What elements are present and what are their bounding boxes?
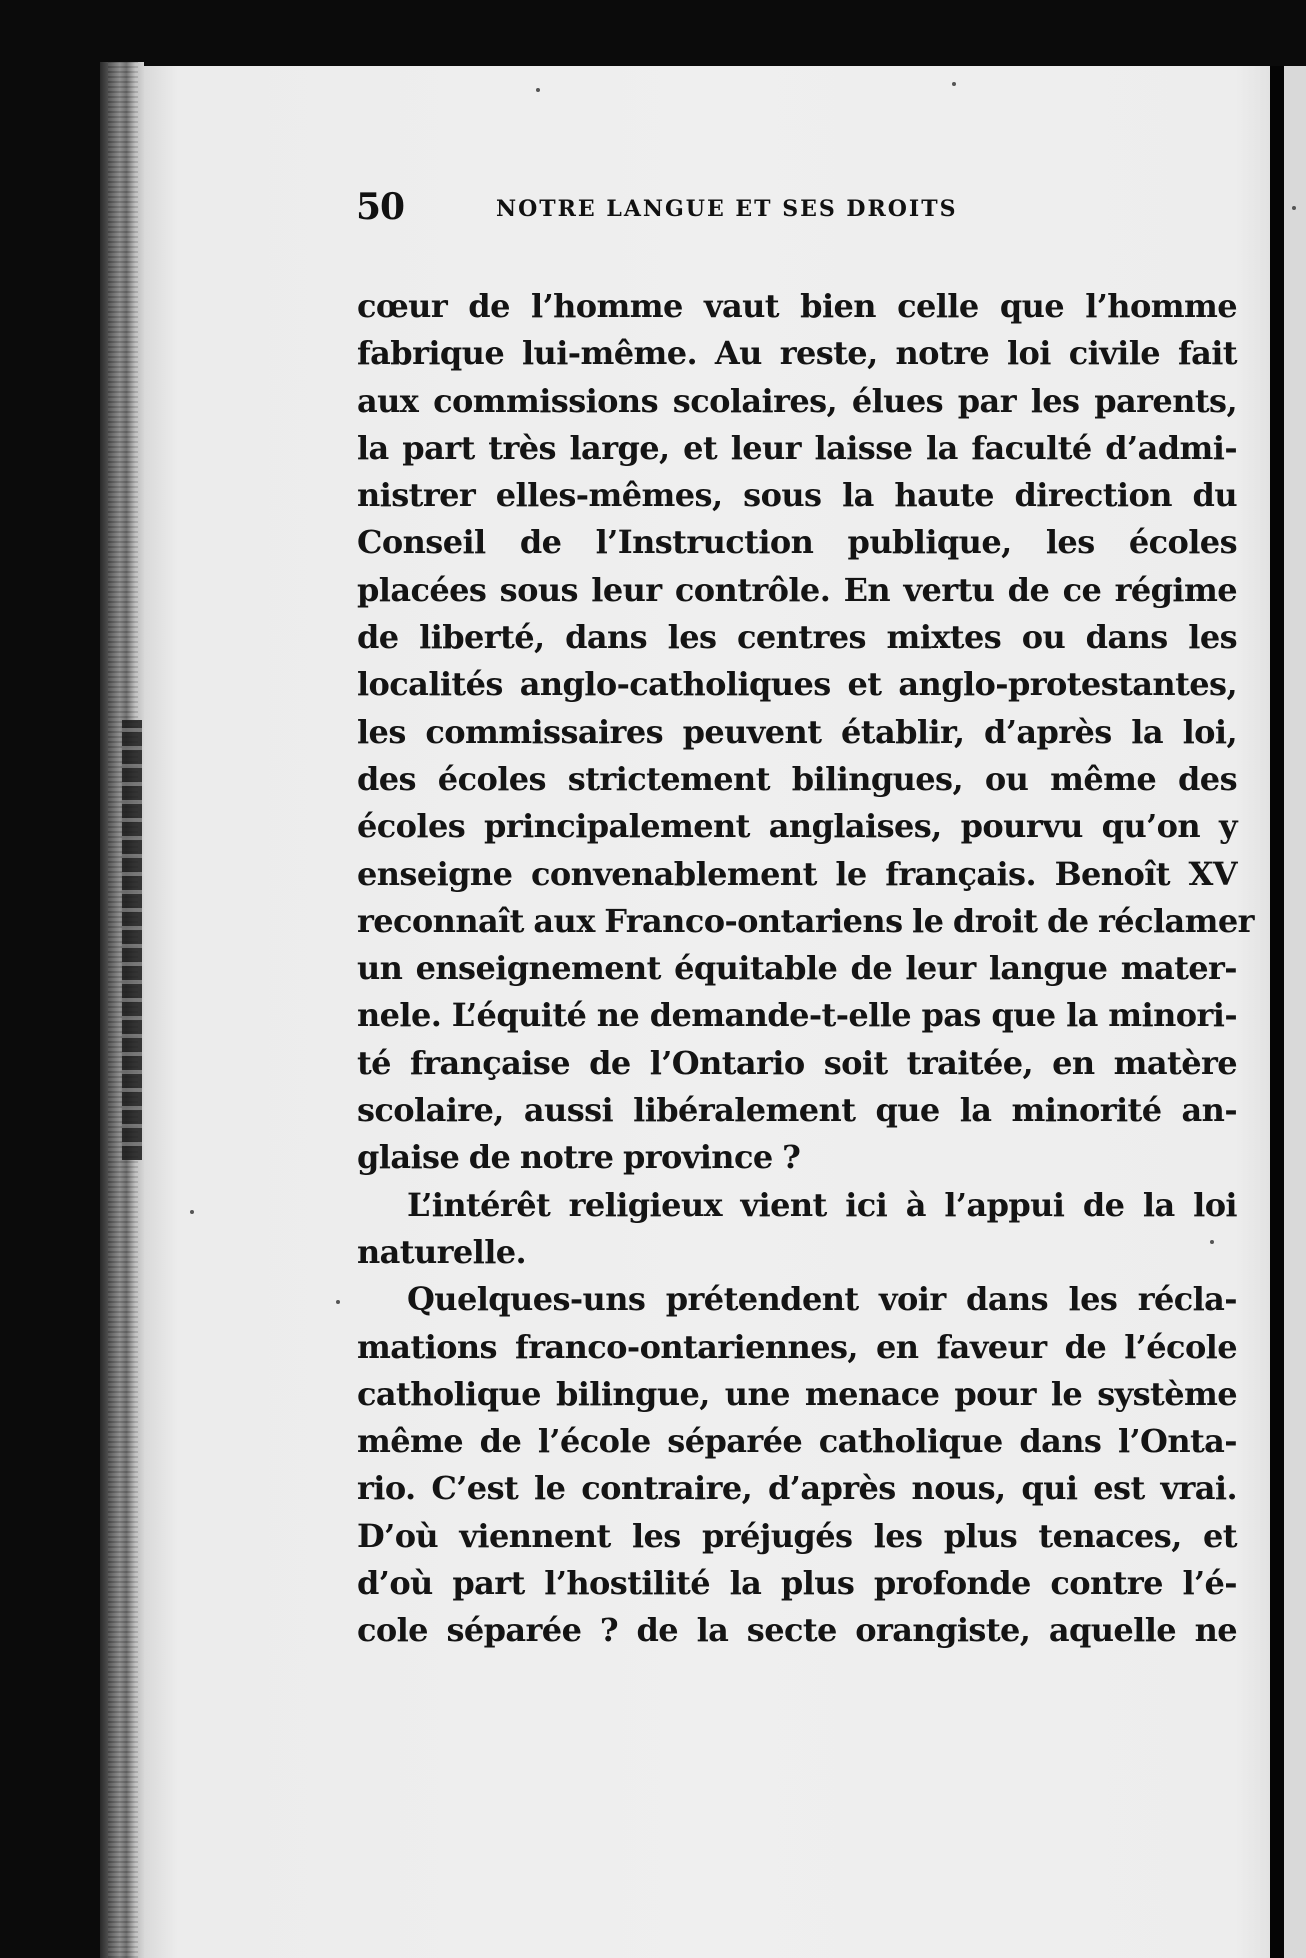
text-line: mations franco-ontariennes, en faveur de l’école [357, 1327, 1237, 1366]
scan-speck [536, 88, 540, 92]
text-line: L’intérêt religieux vient ici à l’appui de la loi [407, 1185, 1237, 1224]
scan-speck [190, 1210, 194, 1214]
text-line: localités anglo-catholiques et anglo-protestantes, [357, 665, 1237, 704]
text-line: D’où viennent les préjugés les plus tenaces, et [357, 1516, 1237, 1555]
text-line: rio. C’est le contraire, d’après nous, qui est vrai. [357, 1469, 1237, 1508]
text-line: naturelle. [357, 1232, 527, 1271]
text-line: les commissaires peuvent établir, d’après la loi, [357, 712, 1237, 751]
text-line: cœur de l’homme vaut bien celle que l’homme [357, 287, 1237, 325]
text-line: nistrer elles-mêmes, sous la haute direction du [357, 476, 1237, 515]
running-title: NOTRE LANGUE ET SES DROITS [496, 196, 958, 222]
text-line: de liberté, dans les centres mixtes ou dans les [357, 618, 1237, 657]
text-line: Conseil de l’Instruction publique, les écoles [357, 523, 1237, 562]
page-number: 50 [356, 186, 405, 228]
text-line: nele. L’équité ne demande-t-elle pas que la minori- [357, 996, 1237, 1035]
scan-speck [336, 1300, 340, 1304]
text-line: fabrique lui-même. Au reste, notre loi civile fait [357, 334, 1237, 373]
text-line: té française de l’Ontario soit traitée, en matère [357, 1043, 1237, 1082]
text-line: cole séparée ? de la secte orangiste, aquelle ne [357, 1611, 1237, 1650]
text-line: d’où part l’hostilité la plus profonde contre l’é- [357, 1564, 1237, 1603]
adjacent-page-edge [1284, 66, 1306, 1958]
text-line: placées sous leur contrôle. En vertu de ce régime [357, 570, 1237, 609]
page-header [356, 186, 1236, 236]
text-line: écoles principalement anglaises, pourvu qu’on y [357, 807, 1237, 846]
text-line: reconnaît aux Franco-ontariens le droit de réclamer [357, 901, 1254, 940]
text-line: la part très large, et leur laisse la faculté d’admi- [357, 428, 1237, 467]
body-text [357, 283, 1254, 1655]
scan-speck [952, 82, 956, 86]
text-line: Quelques-uns prétendent voir dans les récla- [407, 1280, 1237, 1319]
text-line: aux commissions scolaires, élues par les parents, [357, 381, 1237, 420]
scan-speck [1292, 206, 1296, 210]
text-line: un enseignement équitable de leur langue mater- [357, 949, 1237, 988]
text-line: enseigne convenablement le français. Benoît XV [357, 854, 1237, 893]
text-line: des écoles strictement bilingues, ou même des [357, 759, 1237, 798]
text-line: même de l’école séparée catholique dans l’Onta- [357, 1422, 1237, 1461]
text-line: catholique bilingue, une menace pour le système [357, 1374, 1237, 1413]
text-line: scolaire, aussi libéralement que la minorité an- [357, 1091, 1237, 1130]
page-gutter [1270, 66, 1284, 1958]
spine-label-mark [122, 720, 142, 1160]
text-line: glaise de notre province ? [357, 1138, 801, 1177]
